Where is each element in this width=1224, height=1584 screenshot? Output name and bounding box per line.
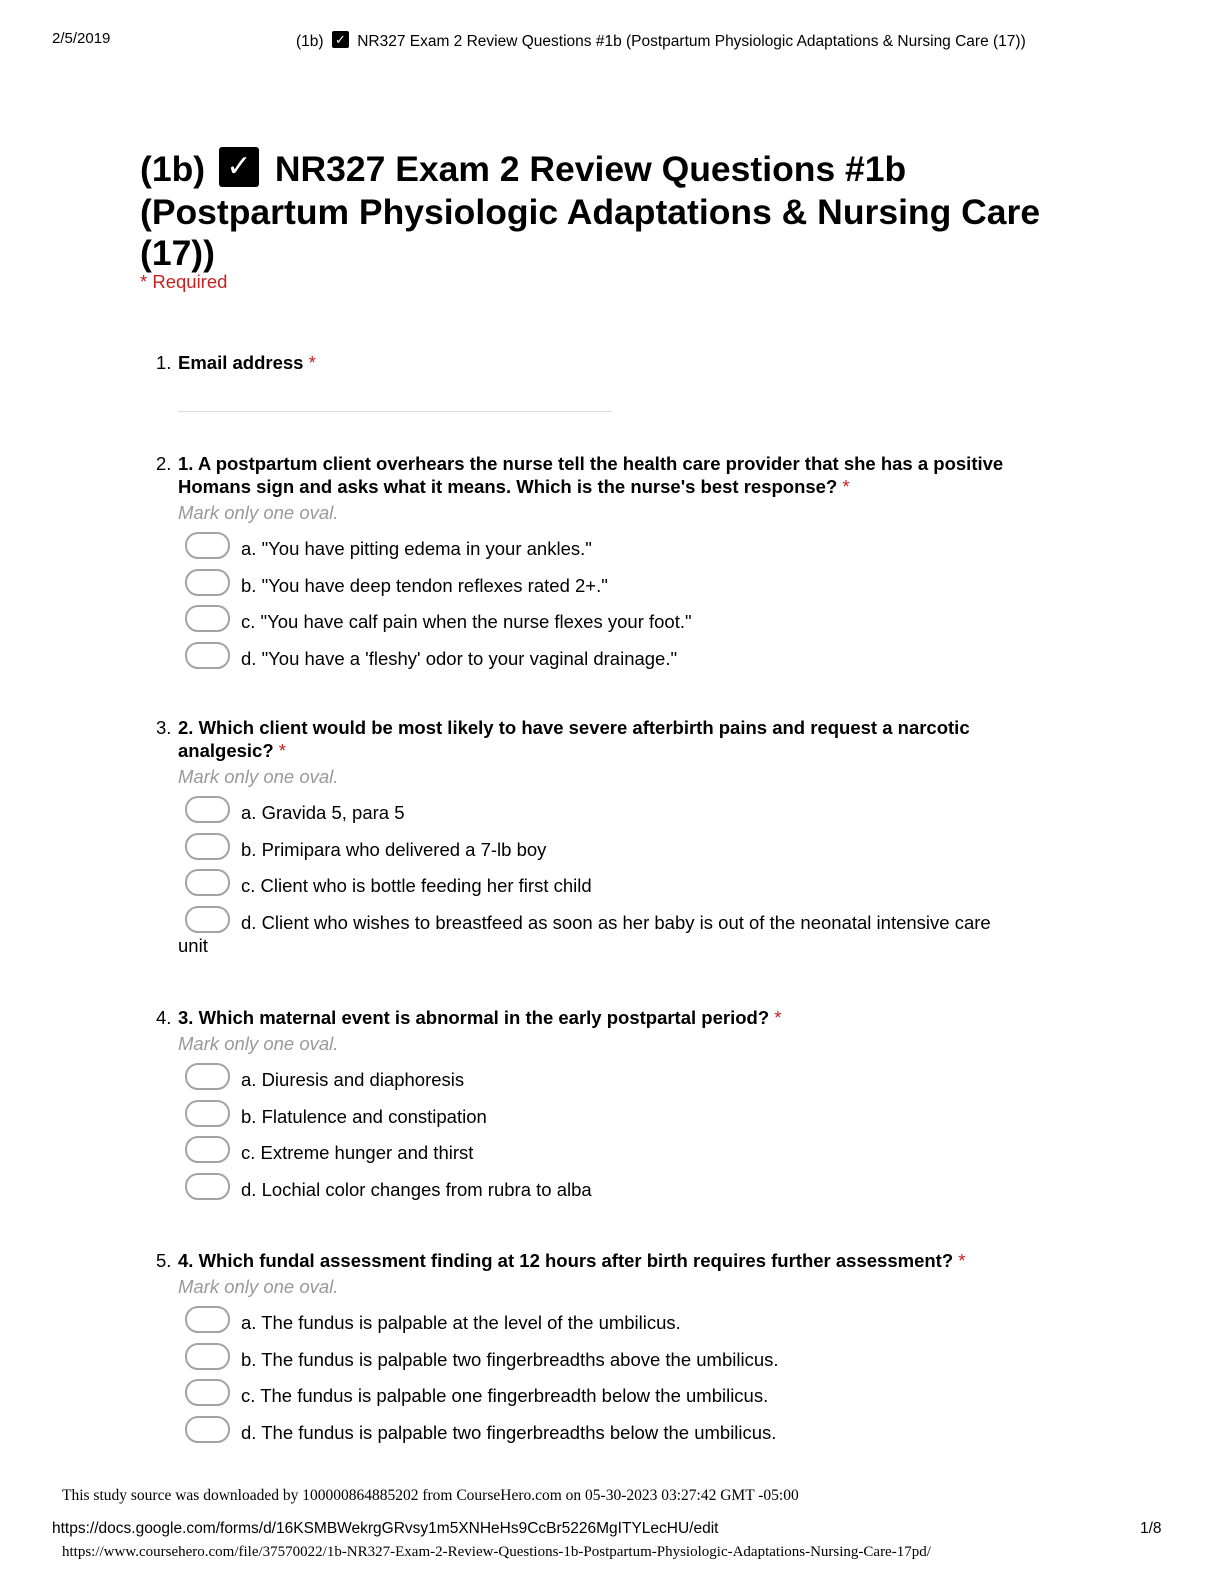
- radio-oval[interactable]: [185, 1379, 230, 1406]
- option-label: d. Client who wishes to breastfeed as soon as her baby is out of the neonatal intensive care: [241, 911, 991, 933]
- option-row[interactable]: [185, 1142, 1056, 1179]
- question-abnormal-event: [156, 1006, 1056, 1215]
- option-label-wrap: unit: [178, 935, 208, 956]
- option-label: d. "You have a 'fleshy' odor to your vaginal drainage.": [241, 647, 678, 669]
- question-number: 1.: [156, 352, 172, 373]
- option-label: b. Primipara who delivered a 7-lb boy: [241, 838, 547, 860]
- option-label: a. Gravida 5, para 5: [241, 802, 405, 823]
- radio-oval[interactable]: [185, 833, 230, 860]
- option-row[interactable]: [185, 1385, 1056, 1422]
- option-label: a. The fundus is palpable at the level of the umbilicus.: [241, 1312, 681, 1333]
- question-afterbirth-pains: [156, 716, 1056, 957]
- option-label: b. "You have deep tendon reflexes rated 2+.": [241, 574, 608, 596]
- option-row[interactable]: [185, 538, 1056, 575]
- radio-oval[interactable]: [185, 532, 230, 559]
- header-title-rest: NR327 Exam 2 Review Questions #1b (Postpartum Physiologic Adaptations & Nursing Care (17)): [357, 33, 1026, 50]
- option-row[interactable]: [185, 912, 1056, 949]
- question-email: [156, 351, 1056, 374]
- required-note: * Required: [140, 271, 228, 292]
- option-row[interactable]: [185, 839, 1056, 876]
- required-star: *: [774, 1007, 782, 1028]
- print-header-title: [296, 33, 1026, 51]
- radio-oval[interactable]: [185, 605, 230, 632]
- option-label: c. Extreme hunger and thirst: [241, 1142, 474, 1163]
- checkbox-icon: ✓: [219, 147, 259, 187]
- option-row[interactable]: [185, 802, 1056, 839]
- header-title-prefix: (1b): [296, 33, 324, 50]
- mark-hint: Mark only one oval.: [178, 1033, 339, 1054]
- question-text: 3. Which maternal event is abnormal in the early postpartal period?: [178, 1007, 770, 1028]
- radio-oval[interactable]: [185, 1416, 230, 1443]
- form-title-rest: NR327 Exam 2 Review Questions #1b (Postpartum Physiologic Adaptations & Nursing Care (17)): [140, 149, 1041, 273]
- question-text: 4. Which fundal assessment finding at 12 hours after birth requires further assessment?: [178, 1250, 954, 1271]
- option-label: c. Client who is bottle feeding her first child: [241, 875, 592, 896]
- radio-oval[interactable]: [185, 1100, 230, 1127]
- question-homans-sign: [156, 452, 1056, 684]
- radio-oval[interactable]: [185, 1173, 230, 1200]
- option-label: d. Lochial color changes from rubra to alba: [241, 1178, 592, 1200]
- form-title-prefix: (1b): [140, 149, 206, 189]
- option-label: b. Flatulence and constipation: [241, 1105, 487, 1127]
- coursehero-url[interactable]: https://www.coursehero.com/file/37570022/1b-NR327-Exam-2-Review-Questions-1b-Postpartum-Physiologic-Adaptations-Nursing-Care-17pd/: [62, 1544, 931, 1560]
- option-row[interactable]: [185, 1422, 1056, 1459]
- page-number: 1/8: [1140, 1520, 1162, 1537]
- option-label: a. "You have pitting edema in your ankles.": [241, 538, 592, 559]
- email-input[interactable]: [178, 411, 612, 412]
- option-row[interactable]: [185, 648, 1056, 685]
- question-number: 3.: [156, 717, 172, 738]
- option-label: c. The fundus is palpable one fingerbreadth below the umbilicus.: [241, 1385, 769, 1406]
- radio-oval[interactable]: [185, 1136, 230, 1163]
- option-label: d. The fundus is palpable two fingerbreadths below the umbilicus.: [241, 1421, 777, 1443]
- option-row[interactable]: [185, 1312, 1056, 1349]
- question-text: Email address: [178, 352, 304, 373]
- option-row[interactable]: [185, 1179, 1056, 1216]
- option-row[interactable]: [185, 611, 1056, 648]
- option-label: b. The fundus is palpable two fingerbreadths above the umbilicus.: [241, 1348, 779, 1370]
- question-number: 5.: [156, 1250, 172, 1271]
- option-row[interactable]: [185, 1106, 1056, 1143]
- question-fundal-assessment: [156, 1249, 1056, 1458]
- radio-oval[interactable]: [185, 1343, 230, 1370]
- option-row[interactable]: [185, 1349, 1056, 1386]
- footer-url[interactable]: https://docs.google.com/forms/d/16KSMBWekrgGRvsy1m5XNHeHs9CcBr5226MgITYLecHU/edit: [52, 1520, 719, 1537]
- option-row[interactable]: [185, 1069, 1056, 1106]
- required-star: *: [842, 476, 850, 497]
- form-title: [140, 149, 1080, 274]
- question-number: 4.: [156, 1007, 172, 1028]
- mark-hint: Mark only one oval.: [178, 766, 339, 787]
- print-date: 2/5/2019: [52, 30, 111, 47]
- radio-oval[interactable]: [185, 1063, 230, 1090]
- radio-oval[interactable]: [185, 906, 230, 933]
- radio-oval[interactable]: [185, 796, 230, 823]
- download-source-note: This study source was downloaded by 100000864885202 from CourseHero.com on 05-30-2023 03:27:42 GMT -05:00: [62, 1487, 799, 1504]
- option-row[interactable]: [185, 575, 1056, 612]
- checkbox-icon: ✓: [332, 31, 349, 48]
- radio-oval[interactable]: [185, 569, 230, 596]
- question-text: 2. Which client would be most likely to have severe afterbirth pains and request a narcotic analgesic?: [178, 717, 970, 761]
- option-label: c. "You have calf pain when the nurse flexes your foot.": [241, 611, 692, 632]
- required-star: *: [278, 740, 286, 761]
- radio-oval[interactable]: [185, 1306, 230, 1333]
- required-star: *: [308, 352, 316, 373]
- required-star: *: [958, 1250, 966, 1271]
- mark-hint: Mark only one oval.: [178, 1276, 339, 1297]
- question-number: 2.: [156, 453, 172, 474]
- question-text: 1. A postpartum client overhears the nurse tell the health care provider that she has a positive Homans sign and asks what it means. Which is the nurse's best response?: [178, 453, 1004, 497]
- mark-hint: Mark only one oval.: [178, 502, 339, 523]
- radio-oval[interactable]: [185, 869, 230, 896]
- option-label: a. Diuresis and diaphoresis: [241, 1069, 465, 1090]
- option-row[interactable]: [185, 875, 1056, 912]
- radio-oval[interactable]: [185, 642, 230, 669]
